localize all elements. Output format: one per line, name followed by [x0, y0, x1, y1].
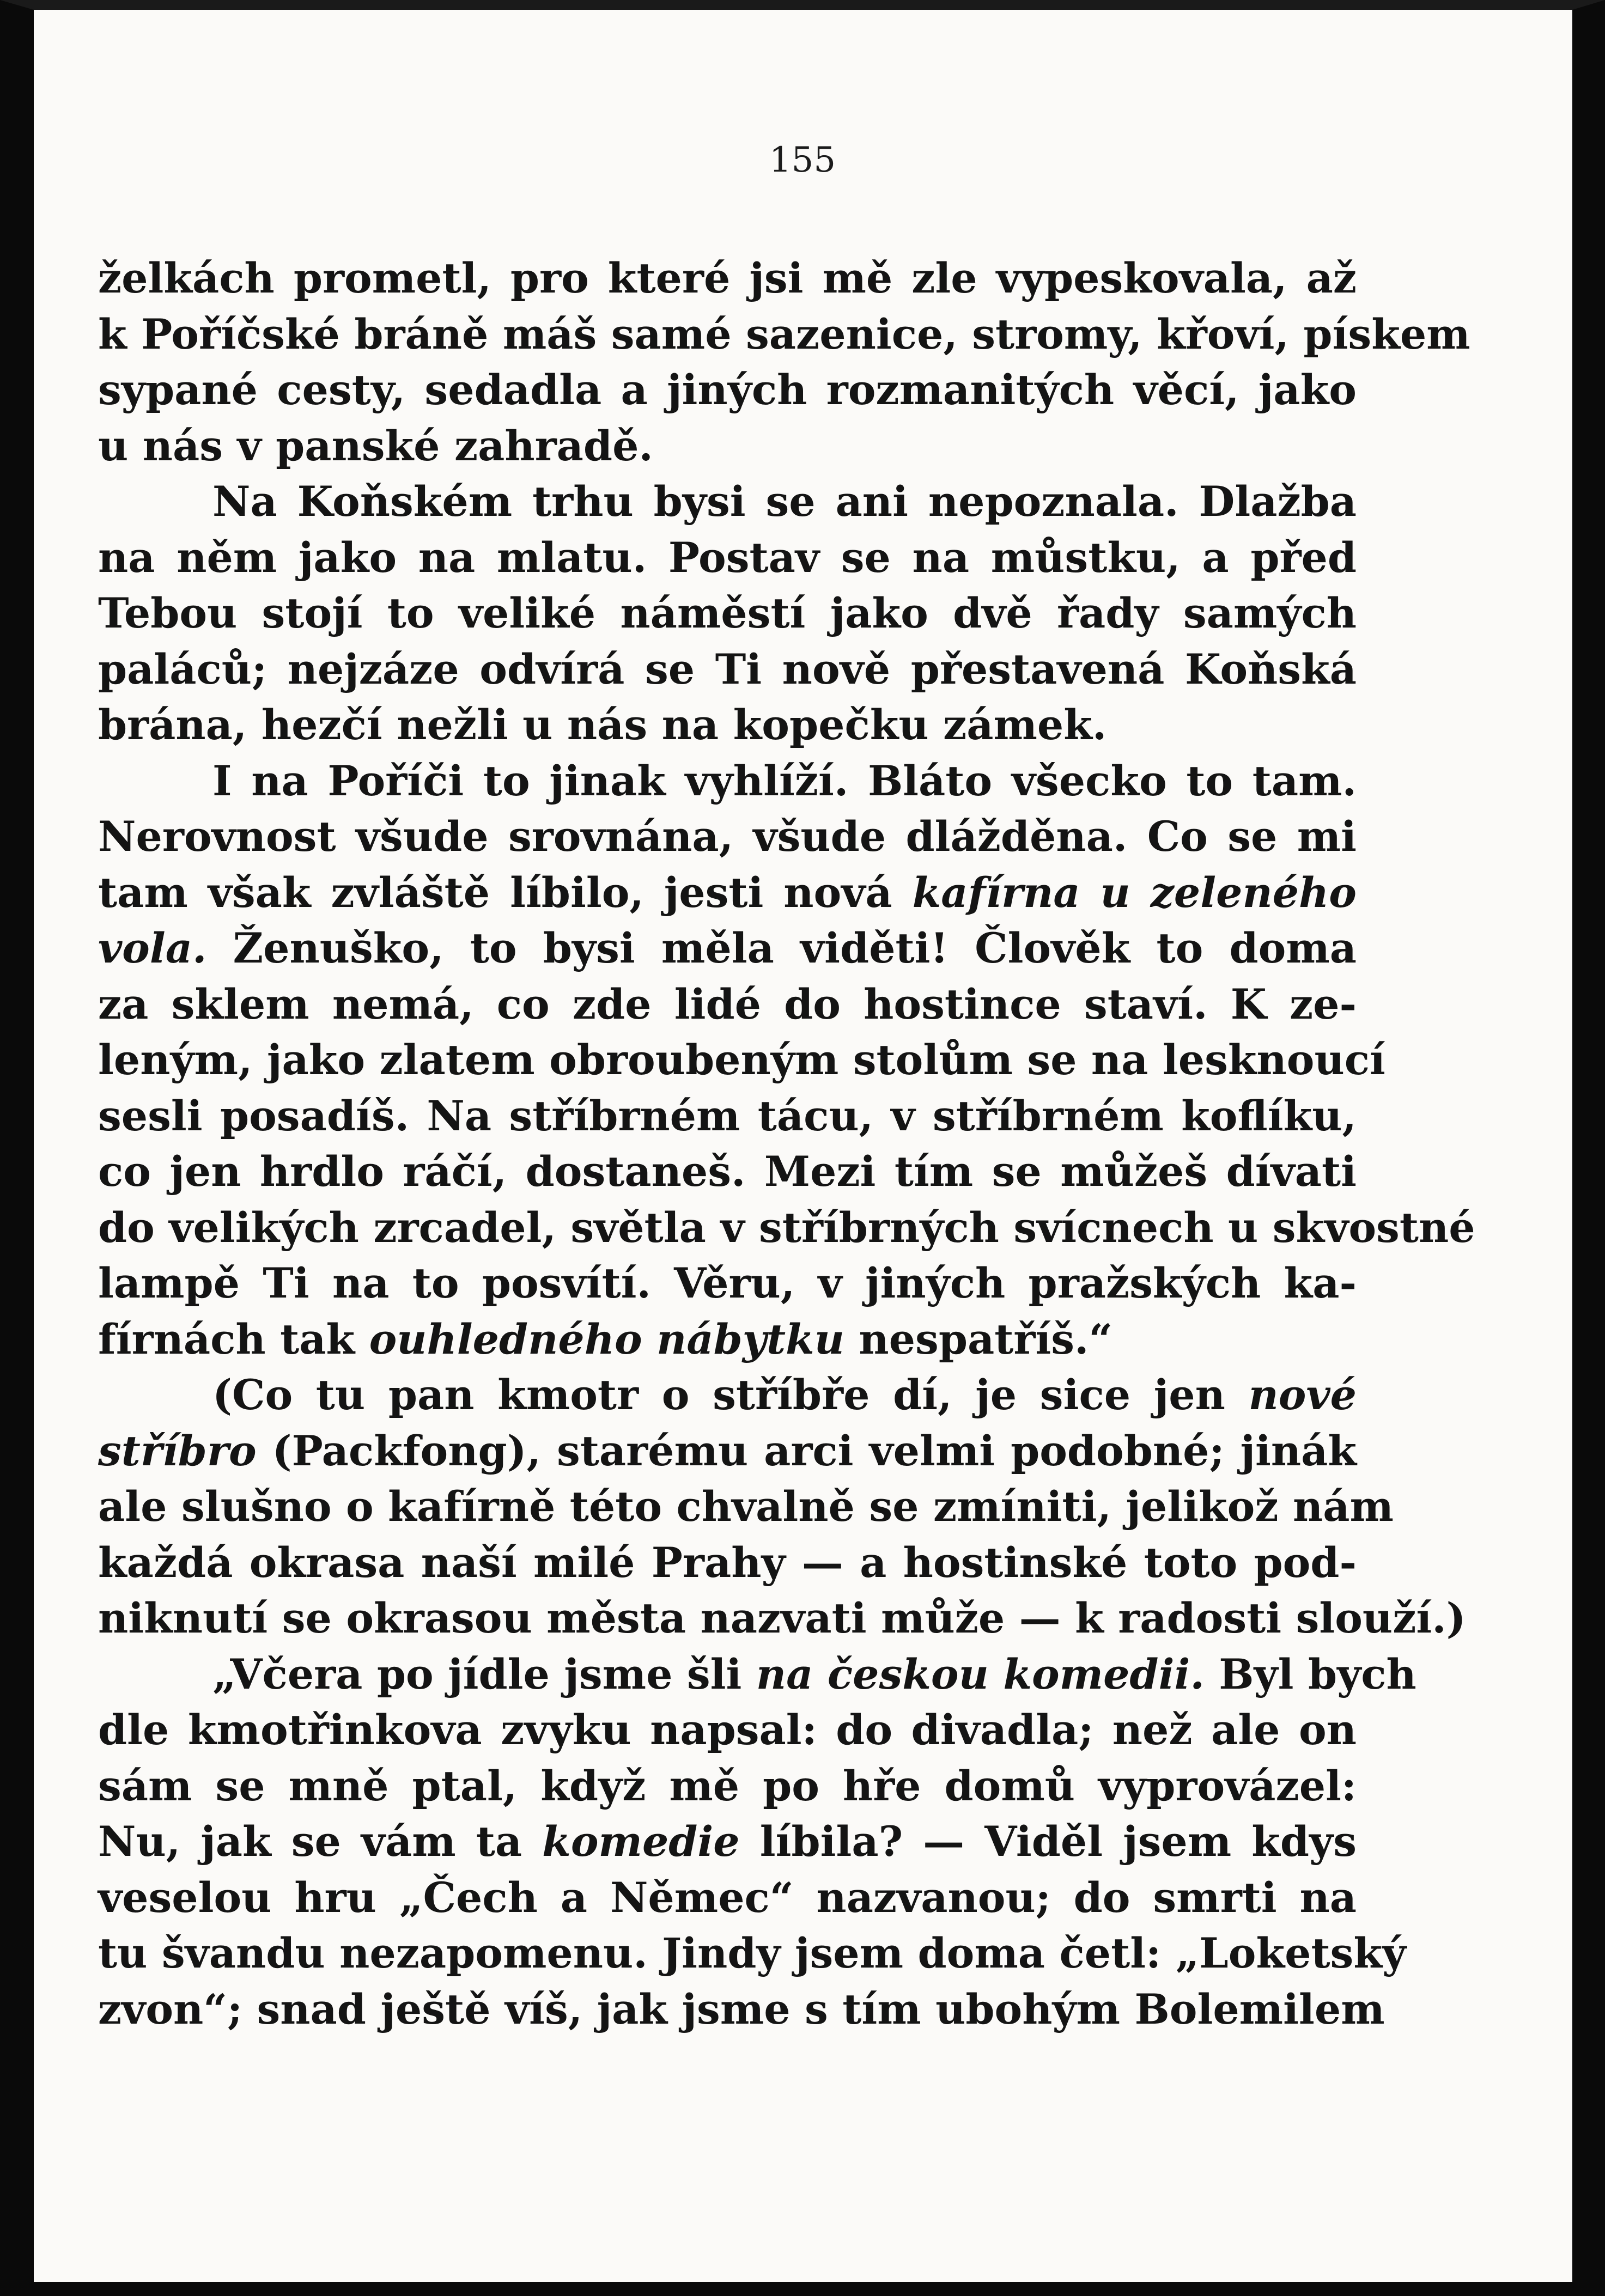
text-run: veselou hru „Čech a Němec“ nazvanou; do smrti na — [98, 1873, 1357, 1922]
text-line — [98, 809, 1357, 865]
text-run: Nu, jak se vám ta — [98, 1817, 543, 1866]
body-text — [98, 251, 1475, 2037]
text-line — [98, 1982, 1385, 2038]
text-line — [98, 1926, 1407, 1982]
text-run: tam však zvláště líbilo, jesti nová — [98, 868, 913, 917]
text-run: niknutí se okrasou města nazvati může — k radosti slouží.) — [98, 1594, 1466, 1642]
italic-run: vola. — [98, 924, 207, 972]
text-line — [98, 1144, 1357, 1200]
text-line — [98, 1032, 1385, 1088]
text-line — [98, 1479, 1394, 1535]
text-run: Ženuško, to bysi měla viděti! Člověk to doma — [206, 924, 1357, 972]
italic-run: na českou komedii. — [756, 1649, 1205, 1698]
text-line — [98, 1814, 1357, 1870]
text-run: fírnách tak — [98, 1314, 369, 1363]
text-run: dle kmotřinkova zvyku napsal: do divadla; než ale on — [98, 1706, 1357, 1754]
text-run: sypané cesty, sedadla a jiných rozmanitých věcí, jako — [98, 366, 1357, 414]
text-line — [98, 530, 1357, 586]
text-line — [98, 1535, 1357, 1591]
text-run: tu švandu nezapomenu. Jindy jsem doma četl: „Loketský — [98, 1929, 1407, 1977]
text-line — [98, 1367, 1357, 1423]
text-line — [98, 1423, 1357, 1479]
text-line — [98, 418, 1357, 474]
text-run: Byl bych — [1204, 1649, 1416, 1698]
italic-run: stříbro — [98, 1426, 257, 1475]
page-number: 155 — [769, 140, 836, 180]
text-run: I na Poříči to jinak vyhlíží. Bláto všecko to tam. — [212, 756, 1357, 805]
text-run: „Včera po jídle jsme šli — [212, 1649, 756, 1698]
text-run: nespatříš.“ — [844, 1314, 1113, 1363]
text-run: Na Koňském trhu bysi se ani nepoznala. Dlažba — [212, 477, 1357, 526]
text-run: do velikých zrcadel, světla v stříbrných svícnech u skvostné — [98, 1203, 1475, 1252]
text-line — [98, 977, 1357, 1033]
text-line — [98, 1256, 1357, 1312]
text-run: na něm jako na mlatu. Postav se na můstku, a před — [98, 533, 1357, 582]
text-line — [98, 251, 1357, 307]
text-run: za sklem nemá, co zde lidé do hostince staví. K ze- — [98, 979, 1357, 1028]
text-run: lampě Ti na to posvítí. Věru, v jiných pražských ka- — [98, 1259, 1357, 1307]
text-run: (Co tu pan kmotr o stříbře dí, je sice jen — [212, 1371, 1249, 1419]
text-run: co jen hrdlo ráčí, dostaneš. Mezi tím se můžeš dívati — [98, 1147, 1357, 1196]
text-line — [98, 307, 1470, 363]
text-run: paláců; nejzáze odvírá se Ti nově přestavená Koňská — [98, 644, 1357, 693]
text-line — [98, 1312, 1357, 1368]
text-line — [98, 1591, 1466, 1647]
text-line — [98, 697, 1357, 753]
text-run: líbila? — Viděl jsem kdys — [739, 1817, 1357, 1866]
text-line — [98, 1758, 1357, 1814]
text-line — [98, 474, 1357, 530]
italic-run: ouhledného nábytku — [369, 1314, 844, 1363]
text-run: (Packfong), starému arci velmi podobné; jinák — [256, 1426, 1357, 1475]
text-line — [98, 586, 1357, 642]
text-run: Nerovnost všude srovnána, všude dlážděna. Co se mi — [98, 812, 1357, 861]
text-run: k Poříčské bráně máš samé sazenice, stromy, křoví, pískem — [98, 309, 1470, 358]
text-line — [98, 1702, 1357, 1758]
text-run: zvon“; snad ještě víš, jak jsme s tím ubohým Bolemilem — [98, 1984, 1385, 2033]
text-run: Tebou stojí to veliké náměstí jako dvě řady samých — [98, 589, 1357, 637]
italic-run: komedie — [542, 1817, 740, 1866]
text-line — [98, 362, 1357, 418]
text-run: ale slušno o kafírně této chvalně se zmíniti, jelikož nám — [98, 1482, 1394, 1531]
text-line — [98, 921, 1357, 977]
text-run: sesli posadíš. Na stříbrném tácu, v stříbrném koflíku, — [98, 1091, 1357, 1140]
italic-run: kafírna u zeleného — [912, 868, 1357, 917]
text-run: každá okrasa naší milé Prahy — a hostinské toto pod- — [98, 1538, 1357, 1587]
text-run: leným, jako zlatem obroubeným stolům se na lesknoucí — [98, 1036, 1385, 1084]
text-run: sám se mně ptal, když mě po hře domů vyprovázel: — [98, 1761, 1357, 1810]
text-line — [98, 642, 1357, 698]
text-run: brána, hezčí nežli u nás na kopečku zámek. — [98, 701, 1107, 749]
text-line — [98, 1088, 1357, 1144]
text-run: želkách prometl, pro které jsi mě zle vypeskovala, až — [98, 254, 1357, 302]
text-line — [98, 1200, 1475, 1256]
text-run: u nás v panské zahradě. — [98, 421, 653, 470]
italic-run: nové — [1248, 1371, 1357, 1419]
text-line — [98, 865, 1357, 921]
text-line — [98, 1870, 1357, 1926]
text-line — [98, 1647, 1416, 1703]
text-line — [98, 753, 1357, 809]
